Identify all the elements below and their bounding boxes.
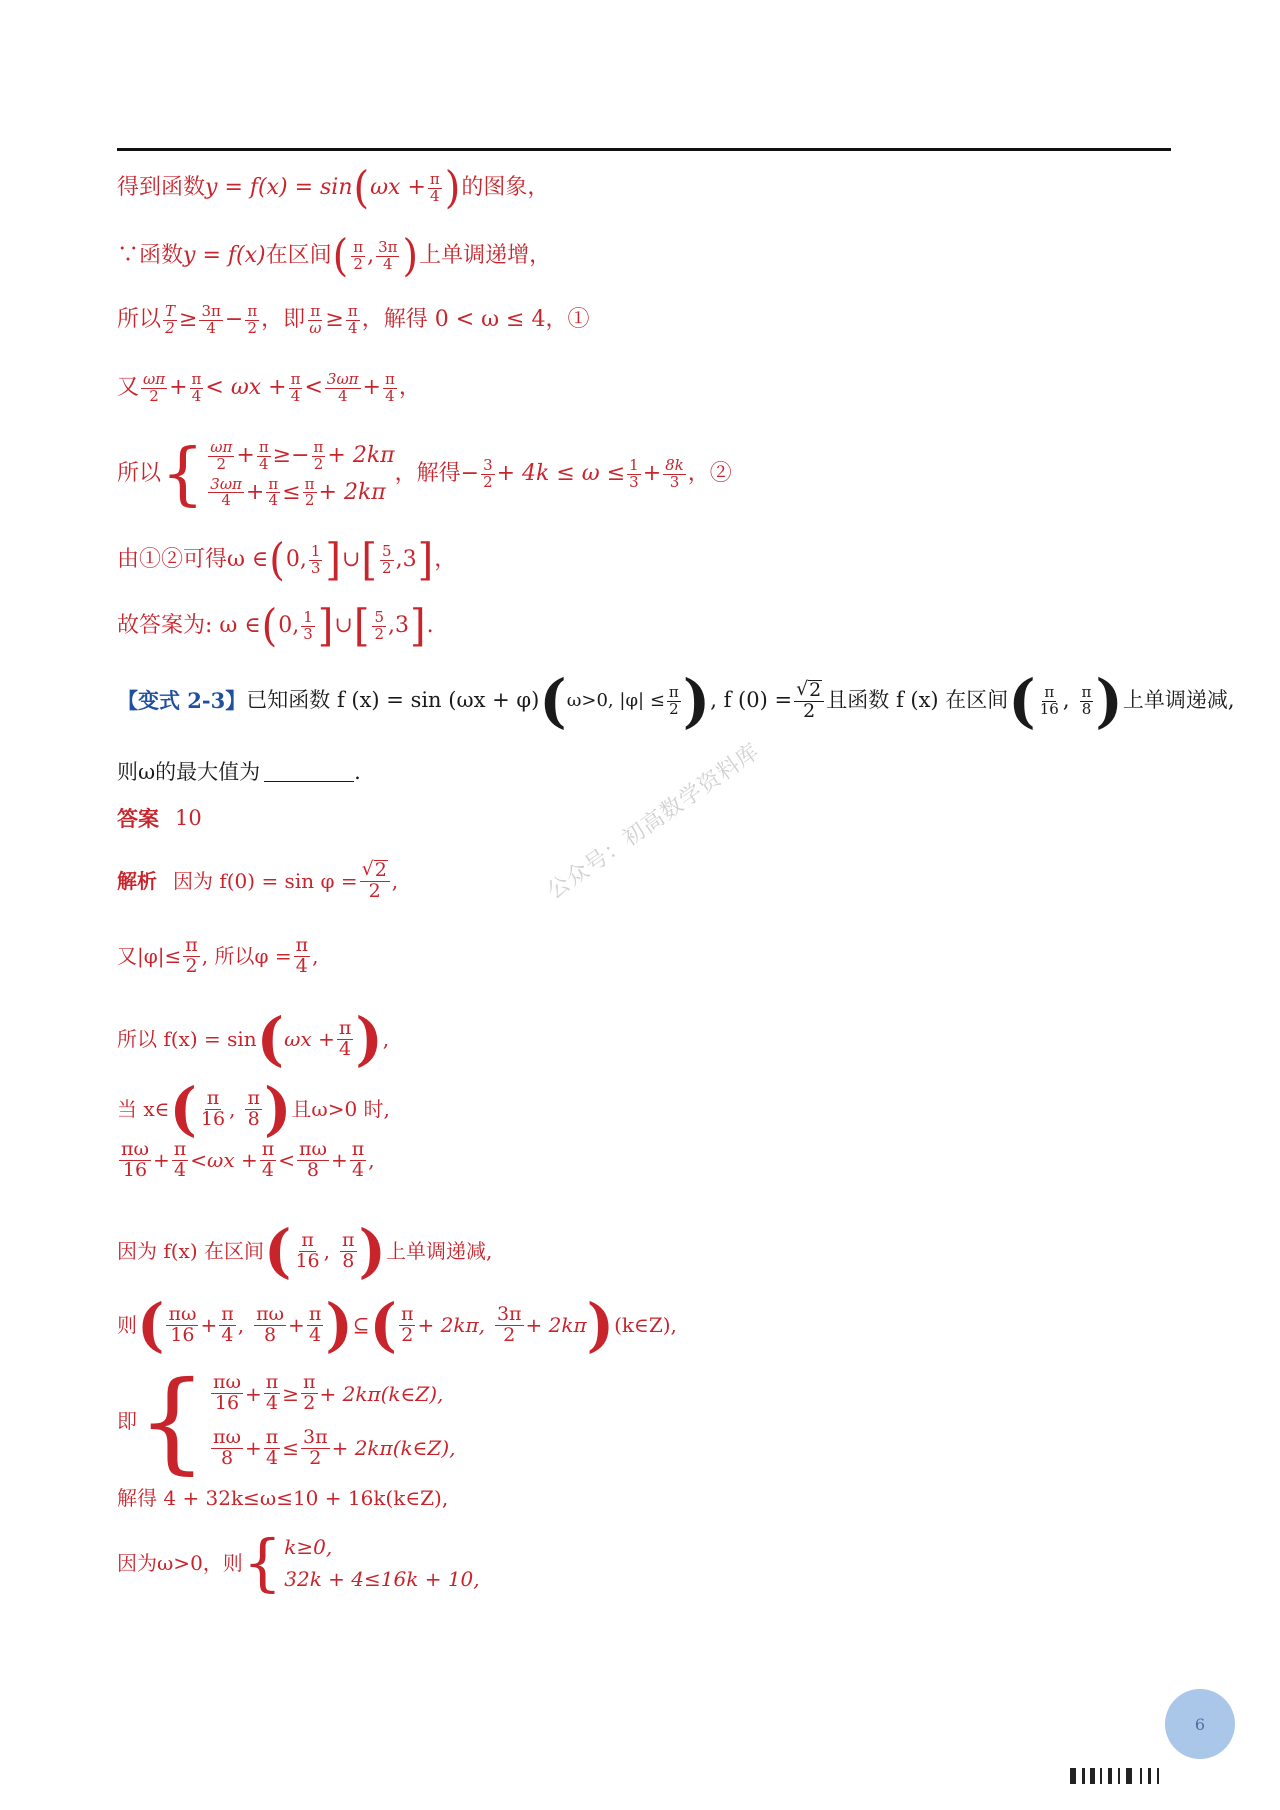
fraction: $\frac{5}{2}$ (382, 541, 392, 577)
text: ,3 (387, 612, 409, 638)
fraction: $\frac{\pi}{4}$ (261, 1138, 275, 1181)
fraction: $\frac{\pi}{16}$ (295, 1228, 320, 1272)
solution-line-1: 得到函数 y = f(x) = sin ( ωx + $\frac{\pi}{4}$ ) 的图象， (117, 162, 550, 214)
barcode-bar (1126, 1768, 1132, 1784)
math: ωx + (284, 1027, 335, 1051)
text: 因为 f(0) = sin φ = (173, 868, 358, 893)
inequality-system: k≥0, 32k + 4≤16k + 10, (284, 1535, 480, 1591)
barcode-bar (1070, 1768, 1076, 1784)
text: 0, (285, 546, 307, 572)
text: , (391, 868, 399, 893)
fraction: $\frac{\pi}{16}$ (200, 1086, 226, 1130)
fraction: $\frac{\pi}{4}$ (295, 934, 309, 977)
fraction: $\frac{\pi}{4}$ (429, 169, 440, 205)
inequality-system: $\frac{\omega\pi}{2}$ + $\frac{\pi}{4}$ ≥− $\frac{\pi}{2}$ + 2kπ $\frac{3\omega\pi}{4}$ + $\frac{\pi}{4}$ ≤ $\frac{\pi}{2}$ + 2kπ (210, 438, 395, 510)
barcode-bar (1090, 1768, 1095, 1784)
fraction: $\frac{8k}{3}$ (665, 456, 684, 491)
text: 得到函数 (117, 174, 206, 200)
text: 且函数 f (x) 在区间 (826, 688, 1009, 713)
text: 的图象， (461, 174, 550, 200)
fraction: $\frac{\pi}{4}$ (384, 370, 395, 405)
solution-line-4 (117, 372, 421, 405)
text: ∪ (341, 546, 361, 572)
fraction: $\frac{\pi\omega}{8}$ (256, 1302, 285, 1346)
text: ∪ (334, 612, 353, 638)
text: 因为 f(x) 在区间 (117, 1239, 265, 1263)
text: ，解得 0 < ω ≤ 4，① (361, 307, 590, 333)
solution-label: 解析 (117, 868, 157, 893)
text: 则 (117, 1313, 137, 1337)
barcode-bar (1082, 1768, 1085, 1784)
fraction: $\frac{3}{2}$ (483, 456, 493, 491)
solution-line-6: 由①②可得ω ∈ ( 0, $\frac{1}{3}$ ] ∪ [ $\frac{5}{2}$ ,3 ] ， (117, 534, 457, 586)
fraction: $\frac{3\omega\pi}{4}$ (326, 370, 359, 405)
page-number: 6 (1194, 1714, 1206, 1734)
fraction: $\frac{5}{2}$ (374, 607, 384, 643)
barcode-bar (1118, 1768, 1120, 1784)
solution-step-7: 则 ( $\frac{\pi\omega}{16}$ + $\frac{\pi}{4}$ , $\frac{\pi\omega}{8}$ + $\frac{\pi}{4}$ ) ⊆ ( $\frac{\pi}{2}$ + 2kπ, $\frac{3\pi}{2}$ + 2kπ ) (k∈Z), (117, 1291, 677, 1359)
fraction: $\frac{\pi}{2}$ (185, 934, 198, 977)
text: 解得 4 + 32k≤ω≤10 + 16k(k∈Z), (117, 1486, 449, 1510)
text: + (642, 461, 662, 487)
text: , (312, 944, 319, 969)
inequality-system: $\frac{\pi\omega}{16}$ + $\frac{\pi}{4}$ ≥ $\frac{\pi}{2}$ + 2kπ(k∈Z), $\frac{\pi\omega}{8}$ + $\frac{\pi}{4}$ ≤ $\frac{3\pi}{2}$ + 2kπ(k∈Z), (213, 1371, 456, 1469)
page-number-badge (1165, 1689, 1235, 1759)
fraction: $\frac{\pi}{4}$ (351, 1138, 365, 1181)
fraction: $\frac{\omega\pi}{2}$ (210, 438, 233, 473)
solution-step-5: $\frac{\pi\omega}{16}$ + $\frac{\pi}{4}$ <ωx + $\frac{\pi}{4}$ < $\frac{\pi\omega}{8}$ + $\frac{\pi}{4}$ , (121, 1138, 375, 1181)
solution-step-6: 因为 f(x) 在区间 ( $\frac{\pi}{16}$ , $\frac{\pi}{8}$ ) 上单调递减, (117, 1217, 493, 1285)
text: 上单调递减, (385, 1239, 493, 1263)
solution-line-2: ∵函数 y = f(x) 在区间 ( $\frac{\pi}{2}$ , $\frac{3\pi}{4}$ ) 上单调递增， (117, 230, 552, 282)
fraction: $\frac{\pi\omega}{16}$ (168, 1302, 197, 1346)
fraction: $\frac{\pi}{4}$ (290, 370, 301, 405)
brace: { (137, 1357, 207, 1485)
text: ,3 (395, 546, 417, 572)
answer-label: 答案 (117, 806, 159, 831)
brace: { (242, 1526, 283, 1599)
fraction: $\frac{\omega\pi}{2}$ (143, 370, 166, 405)
fraction: $\frac{\pi}{2}$ (400, 1302, 414, 1346)
header-rule (117, 148, 1171, 151)
fraction: $\frac{\pi}{16}$ (1039, 682, 1059, 718)
text: 已知函数 f (x) = sin (ωx + φ) (246, 688, 540, 713)
fraction: $\frac{1}{3}$ (303, 607, 313, 643)
solution-step-2 (117, 936, 318, 977)
math: < ωx + (205, 375, 287, 401)
text: + (169, 375, 188, 401)
text: . (354, 760, 361, 784)
barcode-bar (1148, 1768, 1151, 1784)
math: y = f(x) (183, 242, 266, 268)
text: 所以 f(x) = sin (117, 1027, 257, 1051)
text: 在区间 (265, 242, 332, 268)
text: ，② (687, 461, 732, 487)
text: 又 (117, 375, 140, 401)
text: . (426, 612, 434, 638)
solution-line-3 (117, 304, 590, 337)
fraction: $\frac{1}{3}$ (629, 456, 639, 491)
fraction: $\frac{\pi}{8}$ (247, 1086, 260, 1130)
solution-step-10 (117, 1526, 480, 1599)
text: − (224, 307, 244, 333)
text: , 所以φ = (201, 944, 292, 969)
fraction: $\frac{3\pi}{2}$ (496, 1302, 522, 1346)
text: 上单调递减, (1122, 688, 1235, 713)
text: 因为ω>0，则 (117, 1551, 243, 1575)
text: 当 x∈ (117, 1097, 170, 1121)
text: 即 (117, 1409, 137, 1433)
fraction: $\frac{3\pi}{4}$ (201, 302, 221, 337)
text: 所以 (117, 307, 162, 333)
text: ，解得− (394, 461, 480, 487)
fraction: $\frac{1}{3}$ (310, 541, 321, 577)
fraction: $\frac{\pi}{4}$ (258, 438, 269, 473)
math: ωx + (370, 174, 426, 200)
fraction: $\frac{\pi\omega}{8}$ (298, 1138, 327, 1181)
problem-question (117, 760, 361, 785)
fraction: $\frac{\pi}{2}$ (353, 237, 364, 273)
math: + 4k ≤ ω ≤ (496, 461, 626, 487)
fraction: $\frac{\pi}{4}$ (173, 1138, 187, 1181)
fraction: √ 2 2 (360, 860, 390, 902)
text: 所以 (117, 461, 162, 487)
barcode-bar (1140, 1768, 1142, 1784)
solution-step-3: 所以 f(x) = sin ( ωx + $\frac{\pi}{4}$ ) , (117, 1005, 390, 1073)
final-answer-line: 故答案为: ω ∈ ( 0, $\frac{1}{3}$ ] ∪ [ $\frac{5}{2}$ ,3 ] . (117, 600, 434, 652)
fraction: √ 2 2 (794, 680, 824, 722)
problem-statement: 【变式 2-3】 已知函数 f (x) = sin (ωx + φ) ( ω>0, |φ| ≤ $\frac{\pi}{2}$ ) , f (0) = √ 2 2 且函数 f (x) 在区间 ( $\frac{\pi}{16}$ , $\frac{\pi}{8}$ ) 上单调递减, (117, 667, 1235, 735)
fraction: $\frac{\pi}{4}$ (268, 474, 279, 510)
text: 0, (278, 612, 300, 638)
fraction: $\frac{3\pi}{4}$ (378, 237, 398, 273)
fraction: $\frac{\pi}{2}$ (668, 682, 679, 718)
fraction: $\frac{\pi\omega}{16}$ (121, 1138, 149, 1181)
problem-tag: 【变式 2-3】 (117, 688, 247, 714)
fraction: $\frac{\pi}{2}$ (247, 302, 258, 337)
fraction: $\frac{\pi}{8}$ (1081, 682, 1092, 718)
fraction: $\frac{\pi}{\omega}$ (309, 302, 322, 337)
text: 则ω的最大值为 (117, 760, 261, 784)
brace: { (161, 434, 205, 514)
text: 且ω>0 时, (291, 1097, 390, 1121)
text: ∵函数 (117, 242, 184, 268)
solution-line-5 (117, 434, 732, 514)
text: ≥ (325, 307, 344, 333)
fraction: $\frac{\pi}{4}$ (308, 1302, 322, 1346)
answer-value: 10 (175, 806, 202, 830)
barcode-bar (1157, 1768, 1159, 1784)
barcode-bar (1100, 1768, 1102, 1784)
text: ω>0, |φ| ≤ (566, 690, 665, 712)
fraction: $\frac{\pi}{2}$ (304, 474, 315, 510)
fraction: $\frac{\pi}{4}$ (221, 1302, 234, 1346)
fraction: $\frac{\pi}{8}$ (342, 1228, 355, 1272)
text: 由①②可得ω ∈ (117, 546, 269, 572)
text: 又|φ|≤ (117, 944, 182, 969)
text: 上单调递增， (419, 242, 552, 268)
text: ，即 (261, 307, 306, 333)
watermark: 公众号：初高数学资料库 (542, 738, 765, 905)
fraction: $\frac{\pi}{4}$ (347, 302, 358, 337)
solution-step-1 (117, 860, 398, 902)
fraction: $\frac{\pi}{4}$ (338, 1016, 352, 1060)
text: , (382, 1027, 390, 1051)
solution-step-9 (117, 1486, 448, 1510)
math: y = f(x) = sin (205, 174, 353, 200)
fraction: $\frac{\pi}{2}$ (313, 438, 324, 473)
answer-blank (264, 763, 354, 782)
fraction: $\frac{3\omega\pi}{4}$ (210, 474, 242, 510)
barcode-bar (1108, 1768, 1112, 1784)
text: < (304, 375, 323, 401)
text: , f (0) = (710, 688, 793, 713)
text: ≥ (179, 307, 198, 333)
text: ， (434, 546, 457, 572)
fraction: $\frac{T}{2}$ (165, 302, 176, 337)
solution-step-8 (117, 1357, 456, 1485)
text: + (362, 375, 381, 401)
text: 故答案为: ω ∈ (117, 612, 261, 638)
answer-line (117, 806, 202, 831)
text: ， (398, 375, 421, 401)
fraction: $\frac{\pi}{4}$ (191, 370, 202, 405)
solution-step-4: 当 x∈ ( $\frac{\pi}{16}$ , $\frac{\pi}{8}$ ) 且ω>0 时, (117, 1075, 390, 1143)
